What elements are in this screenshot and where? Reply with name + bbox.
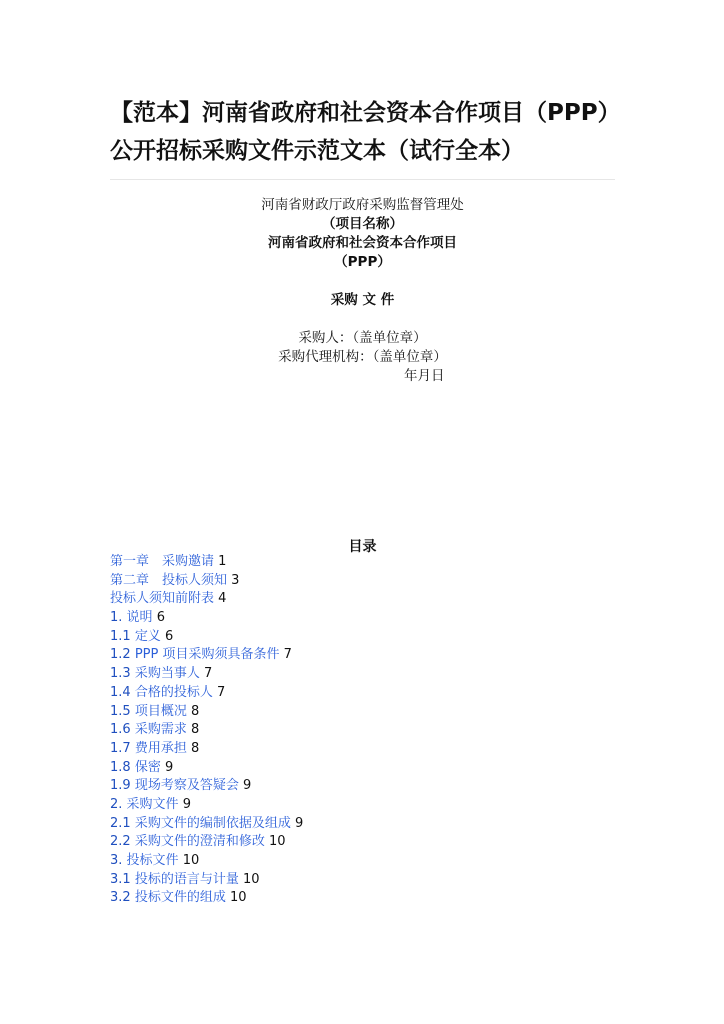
toc-item[interactable]	[110, 852, 303, 871]
cover-ppp: （PPP）	[334, 254, 391, 270]
toc-item-number: 1.7	[110, 740, 135, 756]
toc-item-page: 3	[227, 572, 240, 588]
toc-item-link[interactable]: 定义	[134, 628, 161, 644]
toc-item[interactable]	[110, 590, 303, 609]
toc-item-page: 9	[178, 796, 191, 812]
toc-item[interactable]	[110, 646, 303, 665]
toc-item-link[interactable]: 投标文件	[126, 853, 179, 868]
toc-item-page: 10	[178, 853, 200, 868]
toc-item-page: 10	[225, 890, 247, 906]
toc-item-link[interactable]: 采购文件的澄清和修改	[134, 834, 265, 850]
toc-item-link[interactable]: 采购当事人	[134, 666, 200, 682]
cover-date: 年月日	[404, 368, 445, 384]
cover-purchaser: 采购人：（盖单位章）	[298, 330, 427, 346]
toc-item-page: 7	[212, 684, 226, 700]
cover-project-title: 河南省政府和社会资本合作项目	[268, 235, 457, 251]
toc-item-number: 1.1	[110, 628, 135, 644]
toc-item-link[interactable]: 合格的投标人	[134, 684, 213, 700]
toc-item-number: 1.2	[110, 647, 135, 663]
toc-item-page: 9	[160, 759, 174, 775]
toc-item-number: 1.4	[110, 684, 135, 700]
toc-item-page: 7	[199, 666, 213, 682]
toc-item-number: 1.	[110, 610, 127, 626]
toc-item-link[interactable]: 投标的语言与计量	[134, 871, 239, 887]
toc-heading: 目录	[348, 539, 377, 555]
toc-item-page: 9	[238, 778, 252, 794]
toc-item-number: 3.	[110, 853, 127, 868]
cover-project-name: （项目名称）	[322, 216, 403, 232]
cover-agency: 采购代理机构：（盖单位章）	[278, 349, 447, 365]
toc-item[interactable]	[110, 721, 303, 740]
toc-list	[110, 553, 303, 908]
toc-item[interactable]	[110, 833, 303, 852]
toc-item-page: 10	[264, 834, 286, 850]
toc-item-number: 1.8	[110, 759, 135, 775]
toc-item-link[interactable]: 投标人须知前附表	[110, 591, 215, 607]
toc-item-page: 8	[186, 703, 200, 719]
toc-item-number: 1.3	[110, 666, 135, 682]
toc-item-link[interactable]: 采购需求	[134, 722, 187, 738]
toc-item[interactable]	[110, 665, 303, 684]
toc-item-link[interactable]: 第一章 采购邀请	[110, 554, 215, 569]
toc-item[interactable]	[110, 759, 303, 778]
toc-item[interactable]	[110, 777, 303, 796]
toc-item-number: 3.2	[110, 890, 135, 906]
toc-item-page: 7	[279, 647, 292, 663]
title-divider	[110, 179, 615, 180]
toc-item[interactable]	[110, 628, 303, 647]
toc-item-link[interactable]: 保密	[134, 759, 161, 775]
toc-item-link[interactable]: 采购文件的编制依据及组成	[134, 815, 291, 831]
toc-item-page: 1	[214, 554, 227, 569]
toc-item-link[interactable]: 采购文件	[126, 796, 179, 812]
toc-item-link[interactable]: 费用承担	[134, 740, 187, 756]
toc-item[interactable]	[110, 815, 303, 834]
toc-item-page: 10	[238, 871, 260, 887]
toc-item[interactable]	[110, 740, 303, 759]
toc-item-link[interactable]: 投标文件的组成	[134, 890, 226, 906]
toc-item-link[interactable]: 说明	[126, 610, 153, 626]
toc-item[interactable]	[110, 684, 303, 703]
toc-item-link[interactable]: 项目概况	[134, 703, 187, 719]
cover-issuer: 河南省财政厅政府采购监督管理处	[261, 197, 464, 213]
toc-item-number: 1.6	[110, 722, 135, 738]
toc-item[interactable]	[110, 871, 303, 890]
toc-item[interactable]	[110, 796, 303, 815]
toc-item-link[interactable]: 第二章 投标人须知	[110, 572, 228, 588]
toc-item-number: 1.9	[110, 778, 135, 794]
cover-doc-type: 采购 文 件	[330, 292, 395, 308]
toc-item[interactable]	[110, 889, 303, 908]
toc-item[interactable]	[110, 703, 303, 722]
toc-item[interactable]	[110, 572, 303, 591]
toc-item-number: 1.5	[110, 703, 135, 719]
toc-item-page: 9	[290, 815, 304, 831]
toc-item-link[interactable]: PPP 项目采购须具备条件	[134, 647, 280, 663]
toc-item-number: 2.1	[110, 815, 135, 831]
toc-item[interactable]	[110, 553, 303, 572]
toc-item-page: 8	[186, 740, 200, 756]
toc-item-number: 3.1	[110, 871, 135, 887]
toc-item-page: 4	[214, 591, 227, 607]
toc-item[interactable]	[110, 609, 303, 628]
toc-item-number: 2.	[110, 796, 127, 812]
toc-item-page: 6	[160, 628, 174, 644]
document-title: 【范本】河南省政府和社会资本合作项目（PPP）公开招标采购文件示范文本（试行全本）	[110, 100, 621, 164]
toc-item-link[interactable]: 现场考察及答疑会	[134, 778, 239, 794]
toc-item-page: 6	[152, 610, 165, 626]
toc-item-number: 2.2	[110, 834, 135, 850]
toc-item-page: 8	[186, 722, 200, 738]
